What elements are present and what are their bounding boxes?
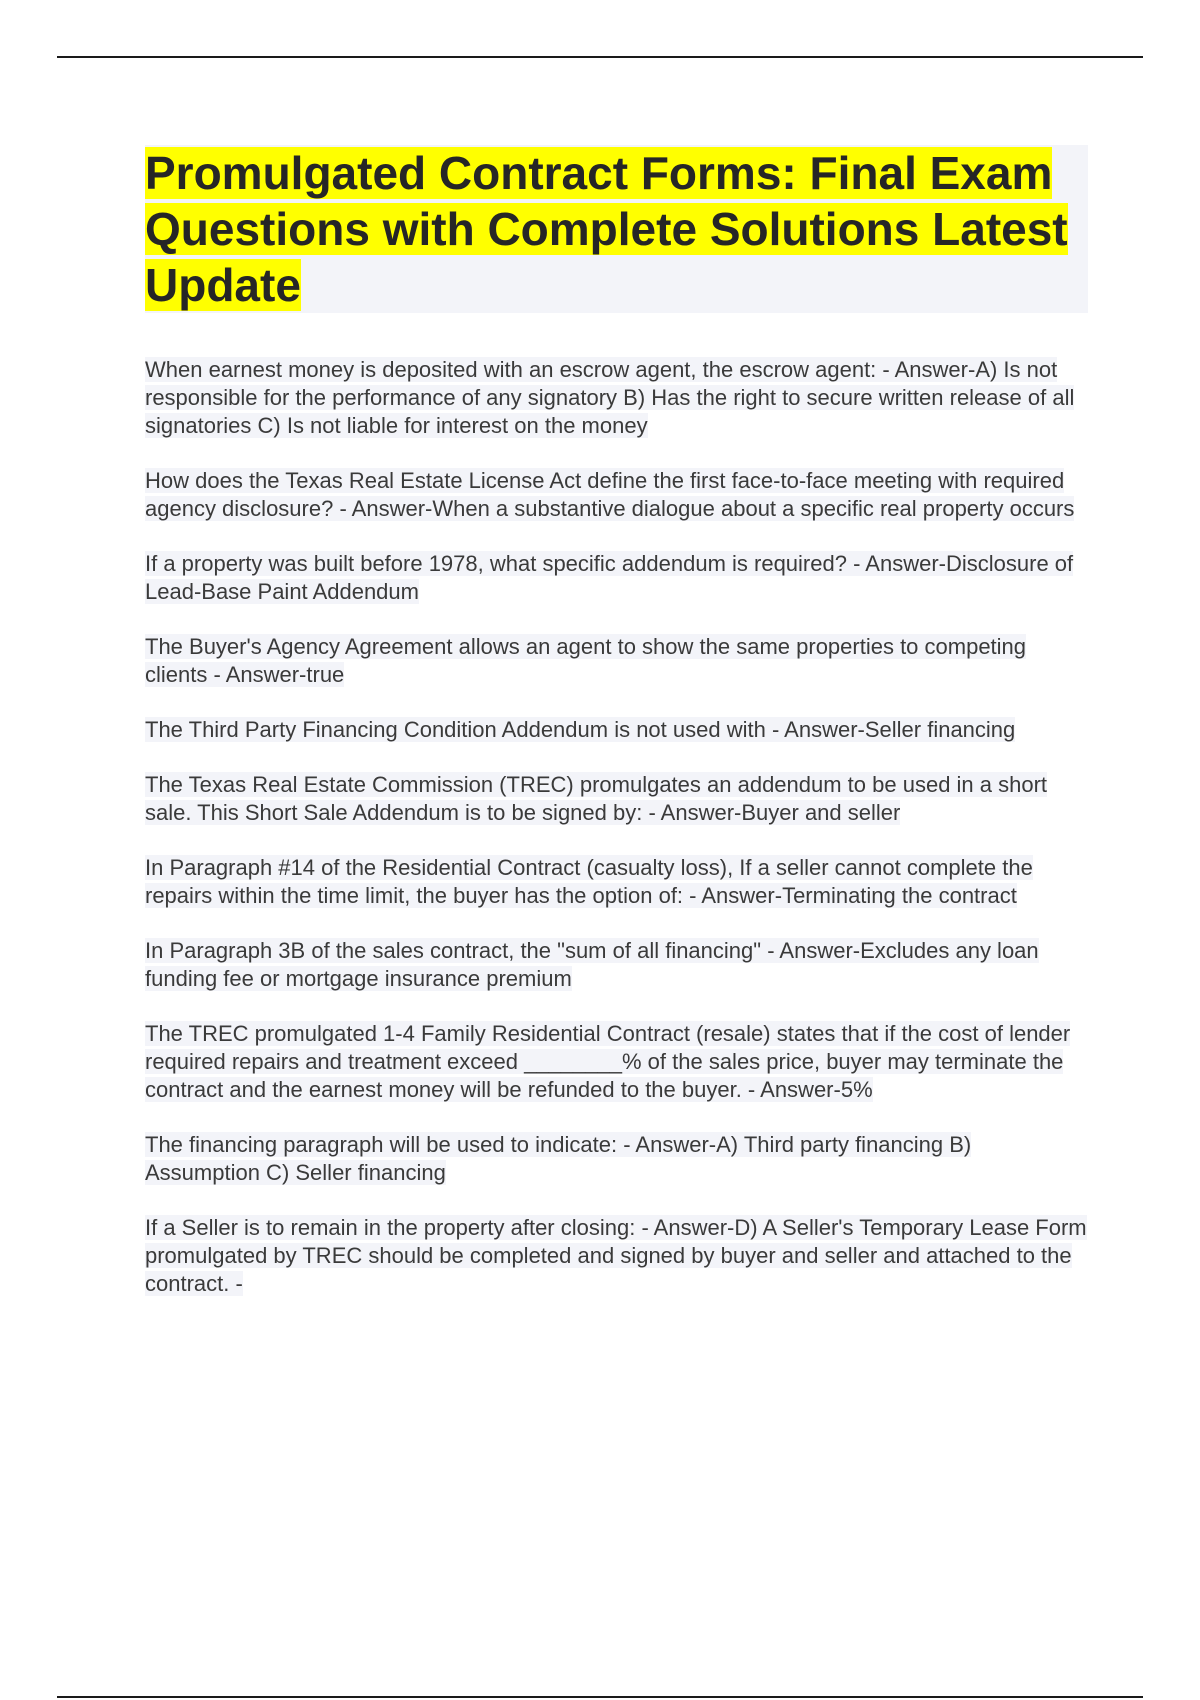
qa-list	[145, 356, 1090, 1325]
qa-item: If a Seller is to remain in the property after closing: - Answer-D) A Seller's Temporary Lease Form promulgated by TREC should be completed and signed by buyer and seller and attached to the contract. -	[145, 1215, 1087, 1296]
qa-item: In Paragraph #14 of the Residential Contract (casualty loss), If a seller cannot complete the repairs within the time limit, the buyer has the option of: - Answer-Terminating the contract	[145, 855, 1033, 908]
title-block	[145, 145, 1088, 313]
top-rule	[57, 56, 1143, 58]
qa-item: The TREC promulgated 1-4 Family Residential Contract (resale) states that if the cost of lender required repairs and treatment exceed ________% of the sales price, buyer may terminate the contract and the earnest money will be refunded to the buyer. - Answer-5%	[145, 1021, 1071, 1102]
qa-item: How does the Texas Real Estate License Act define the first face-to-face meeting with required agency disclosure? - Answer-When a substantive dialogue about a specific real property occurs	[145, 468, 1075, 521]
qa-item: The Texas Real Estate Commission (TREC) promulgates an addendum to be used in a short sale. This Short Sale Addendum is to be signed by: - Answer-Buyer and seller	[145, 772, 1048, 825]
qa-item: The Buyer's Agency Agreement allows an agent to show the same properties to competing clients - Answer-true	[145, 634, 1027, 687]
qa-item: The financing paragraph will be used to indicate: - Answer-A) Third party financing B) Assumption C) Seller financing	[145, 1132, 972, 1185]
qa-item: If a property was built before 1978, what specific addendum is required? - Answer-Disclosure of Lead-Base Paint Addendum	[145, 551, 1074, 604]
document-title	[145, 145, 1088, 313]
qa-item: The Third Party Financing Condition Addendum is not used with - Answer-Seller financing	[145, 717, 1016, 742]
bottom-rule	[57, 1696, 1143, 1698]
qa-item: When earnest money is deposited with an escrow agent, the escrow agent: - Answer-A) Is not responsible for the performance of any signatory B) Has the right to secure written release of all signatories C) Is not liable for interest on the money	[145, 357, 1075, 438]
qa-item: In Paragraph 3B of the sales contract, the "sum of all financing" - Answer-Excludes any loan funding fee or mortgage insurance premium	[145, 938, 1039, 991]
title-highlight: Promulgated Contract Forms: Final Exam Questions with Complete Solutions Latest Update	[145, 147, 1068, 311]
